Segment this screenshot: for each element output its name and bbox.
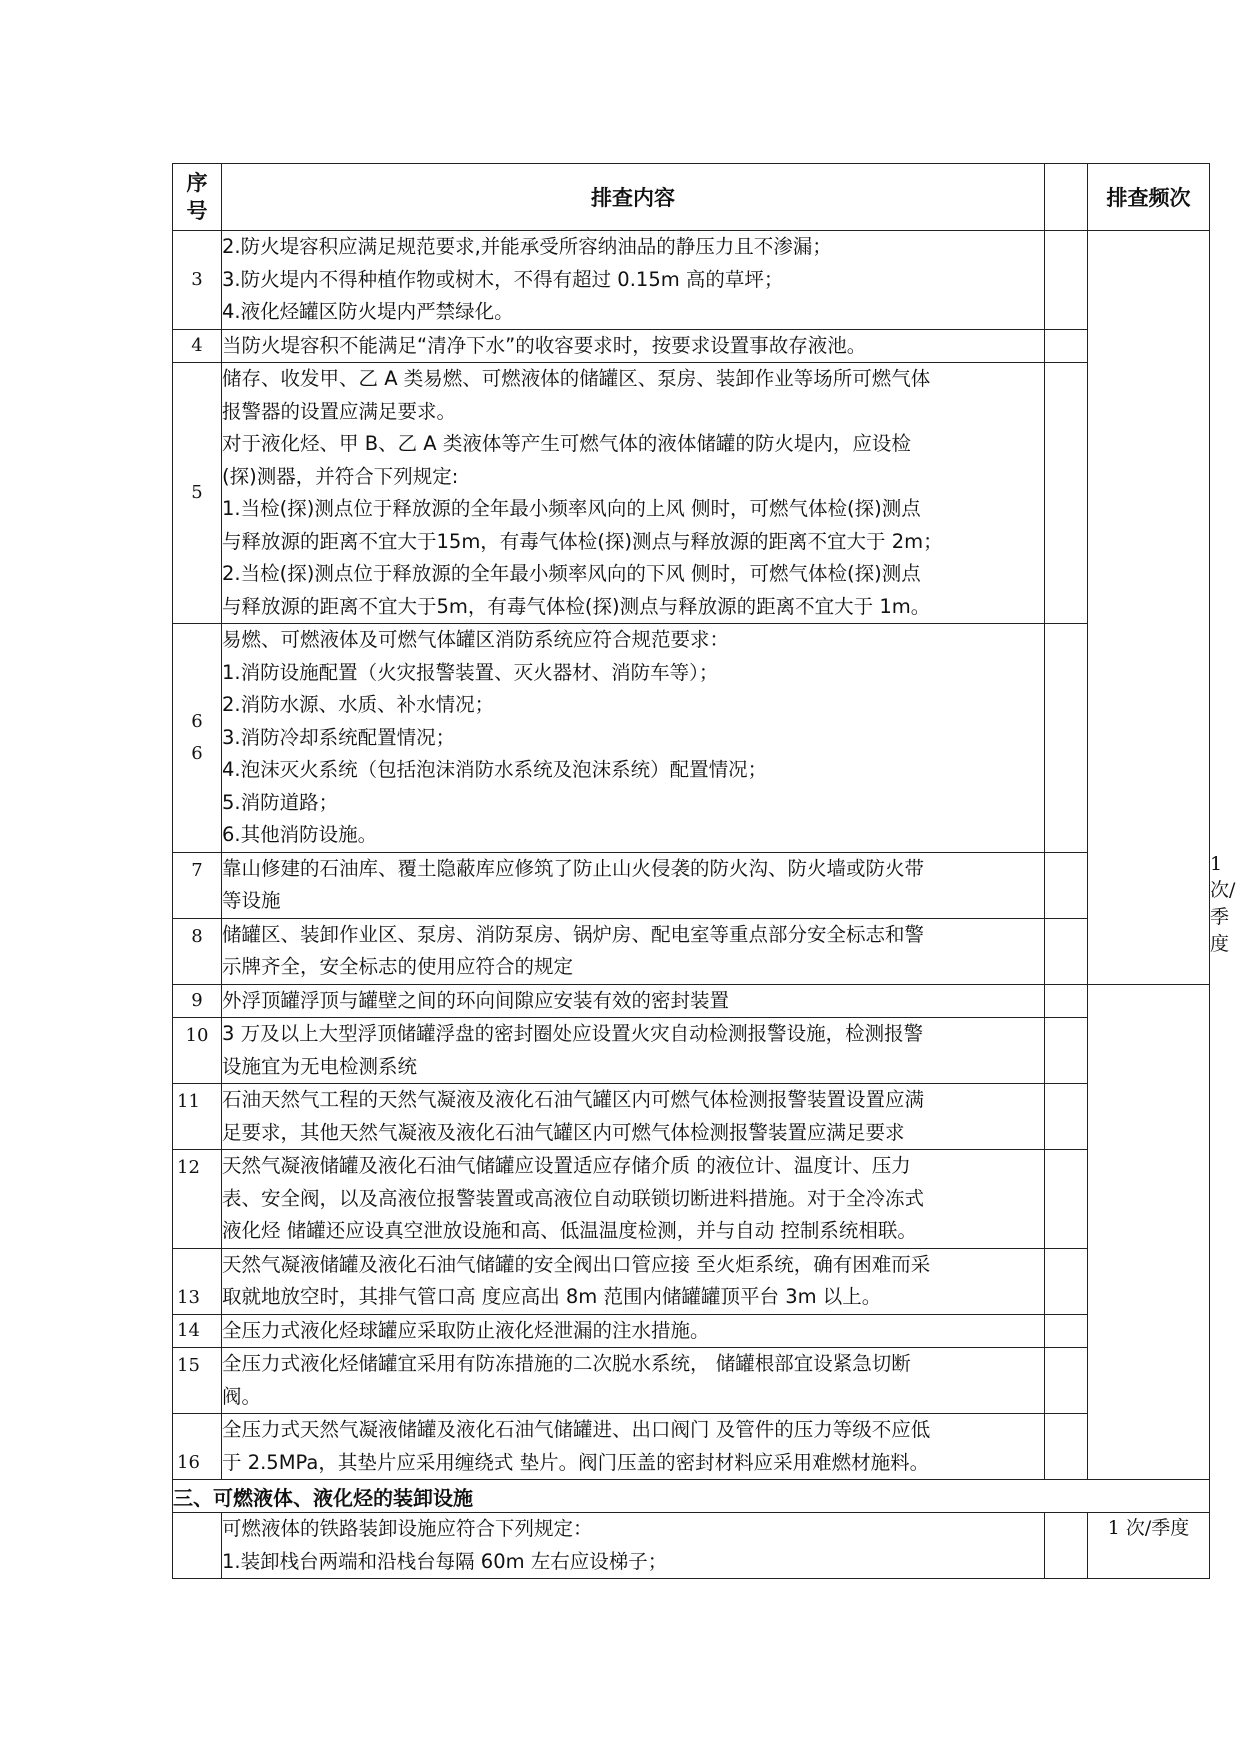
row-number: 16	[173, 1414, 222, 1480]
table-row	[173, 918, 1210, 984]
content-line: 天然气凝液储罐及液化石油气储罐的安全阀出口管应接 至火炬系统，确有困难而采	[222, 1252, 931, 1276]
row-content	[222, 1348, 1045, 1414]
row-content	[222, 1513, 1045, 1579]
row-content	[222, 363, 1045, 624]
content-line: 1.装卸栈台两端和沿栈台每隔 60m 左右应设梯子；	[222, 1549, 668, 1573]
content-line: 可燃液体的铁路装卸设施应符合下列规定：	[222, 1517, 593, 1540]
row-blank	[1045, 852, 1088, 918]
table-row	[173, 1513, 1210, 1579]
row-content	[222, 984, 1045, 1018]
content-line: 当防火堤容积不能满足“清净下水”的收容要求时，按要求设置事故存液池。	[222, 333, 867, 357]
row-content	[222, 1084, 1045, 1150]
content-line: (探)测器，并符合下列规定:	[222, 464, 459, 488]
row-content	[222, 1314, 1045, 1348]
row-blank	[1045, 363, 1088, 624]
content-line: 易燃、可燃液体及可燃气体罐区消防系统应符合规范要求：	[222, 628, 730, 651]
table-row	[173, 1348, 1210, 1414]
header-blank	[1045, 164, 1088, 231]
header-no	[173, 164, 222, 231]
section-row	[173, 1480, 1210, 1513]
row-number: 12	[173, 1150, 222, 1249]
header-frequency: 排查频次	[1088, 164, 1210, 231]
content-line: 3 万及以上大型浮顶储罐浮盘的密封圈处应设置火灾自动检测报警设施，检测报警	[222, 1022, 924, 1045]
row-blank	[1045, 1084, 1088, 1150]
content-line: 2.防火堤容积应满足规范要求,并能承受所容纳油品的静压力且不渗漏；	[222, 235, 832, 258]
table-row	[173, 624, 1210, 853]
row-content	[222, 1150, 1045, 1249]
header-content: 排查内容	[222, 164, 1045, 231]
header-no-line2: 号	[186, 199, 208, 223]
table-row	[173, 329, 1210, 363]
row-number: 13	[173, 1248, 222, 1314]
table-row: 7 靠山修建的石油库、覆土隐蔽库应修筑了防止山火侵袭的防火沟、防火墙或防火带 等设施 1 次/季度	[173, 852, 1210, 918]
row-blank	[1045, 984, 1088, 1018]
content-line: 足要求，其他天然气凝液及液化石油气罐区内可燃气体检测报警装置应满足要求	[222, 1120, 905, 1144]
content-line: 1.消防设施配置（火灾报警装置、灭火器材、消防车等）；	[222, 660, 719, 684]
content-line: 储存、收发甲、乙 A 类易燃、可燃液体的储罐区、泵房、装卸作业等场所可燃气体	[222, 367, 931, 390]
content-line: 6.其他消防设施。	[222, 823, 378, 846]
content-line: 全压力式液化烃球罐应采取防止液化烃泄漏的注水措施。	[222, 1318, 710, 1342]
row-content	[222, 852, 1045, 918]
content-line: 液化烃 储罐还应设真空泄放设施和高、低温温度检测，并与自动 控制系统相联。	[222, 1219, 917, 1242]
row-number: 5	[173, 363, 222, 624]
row-number: 9	[173, 984, 222, 1018]
content-line: 外浮顶罐浮顶与罐壁之间的环向间隙应安装有效的密封装置	[222, 988, 730, 1012]
table-row	[173, 363, 1210, 624]
table-row	[173, 1018, 1210, 1084]
row-number: 8	[173, 918, 222, 984]
row-blank	[1045, 1348, 1088, 1414]
content-line: 1.当检(探)测点位于释放源的全年最小频率风向的上风 侧时，可燃气体检(探)测点	[222, 497, 921, 520]
row-number	[173, 1513, 222, 1579]
row-blank	[1045, 231, 1088, 330]
row-blank	[1045, 1414, 1088, 1480]
row-number: 11	[173, 1084, 222, 1150]
content-line: 阀。	[222, 1384, 262, 1408]
row-content	[222, 1248, 1045, 1314]
row-content	[222, 329, 1045, 363]
row-content	[222, 1414, 1045, 1480]
content-line: 全压力式液化烃储罐宜采用有防冻措施的二次脱水系统， 储罐根部宜设紧急切断	[222, 1352, 911, 1375]
row-blank	[1045, 1513, 1088, 1579]
table-header-row	[173, 164, 1210, 231]
content-line: 3.防火堤内不得种植作物或树木，不得有超过 0.15m 高的草坪；	[222, 267, 784, 291]
content-line: 取就地放空时，其排气管口高 度应高出 8m 范围内储罐罐顶平台 3m 以上。	[222, 1285, 882, 1308]
content-line: 5.消防道路；	[222, 790, 339, 814]
row-content	[222, 624, 1045, 853]
content-line: 3.消防冷却系统配置情况；	[222, 725, 456, 749]
content-line: 4.液化烃罐区防火堤内严禁绿化。	[222, 300, 514, 323]
row-blank	[1045, 1150, 1088, 1249]
content-line: 靠山修建的石油库、覆土隐蔽库应修筑了防止山火侵袭的防火沟、防火墙或防火带	[222, 856, 925, 880]
content-line: 示牌齐全，安全标志的使用应符合的规定	[222, 955, 574, 978]
row-content	[222, 918, 1045, 984]
row-number	[173, 624, 222, 853]
row-number-line: 6	[191, 742, 203, 764]
content-line: 对于液化烃、甲 B、乙 A 类液体等产生可燃气体的液体储罐的防火堤内，应设检	[222, 432, 911, 455]
inspection-table	[172, 163, 1236, 1579]
table-row	[173, 1084, 1210, 1150]
row-blank	[1045, 1314, 1088, 1348]
table-row	[173, 1150, 1210, 1249]
content-line: 设施宜为无电检测系统	[222, 1054, 418, 1078]
content-line: 等设施	[222, 889, 281, 912]
row-blank	[1045, 329, 1088, 363]
content-line: 全压力式天然气凝液储罐及液化石油气储罐进、出口阀门 及管件的压力等级不应低	[222, 1418, 931, 1441]
content-line: 天然气凝液储罐及液化石油气储罐应设置适应存储介质 的液位计、温度计、压力	[222, 1154, 911, 1177]
table-row	[173, 1314, 1210, 1348]
row-frequency-empty	[1088, 231, 1210, 985]
row-number: 15	[173, 1348, 222, 1414]
row-number: 10	[173, 1018, 222, 1084]
table-row	[173, 231, 1210, 330]
section-title: 三、可燃液体、液化烃的装卸设施	[173, 1480, 1210, 1513]
row-number: 4	[173, 329, 222, 363]
content-line: 与释放源的距离不宜大于5m，有毒气体检(探)测点与释放源的距离不宜大于 1m。	[222, 594, 931, 618]
row-frequency: 1 次/季度	[1088, 1513, 1210, 1579]
row-blank	[1045, 624, 1088, 853]
row-blank	[1045, 918, 1088, 984]
content-line: 表、安全阀，以及高液位报警装置或高液位自动联锁切断进料措施。对于全冷冻式	[222, 1186, 925, 1210]
table-row	[173, 1414, 1210, 1480]
content-line: 4.泡沫灭火系统（包括泡沫消防水系统及泡沫系统）配置情况；	[222, 758, 768, 781]
row-number: 14	[173, 1314, 222, 1348]
content-line: 报警器的设置应满足要求。	[222, 399, 457, 423]
row-number: 7	[173, 852, 222, 918]
row-blank	[1045, 1248, 1088, 1314]
content-line: 储罐区、装卸作业区、泵房、消防泵房、锅炉房、配电室等重点部分安全标志和警	[222, 922, 925, 946]
row-content	[222, 1018, 1045, 1084]
content-line: 石油天然气工程的天然气凝液及液化石油气罐区内可燃气体检测报警装置设置应满	[222, 1088, 925, 1111]
content-line: 与释放源的距离不宜大于15m，有毒气体检(探)测点与释放源的距离不宜大于 2m；	[222, 529, 943, 553]
content-line: 2.消防水源、水质、补水情况；	[222, 693, 495, 716]
table-row	[173, 984, 1210, 1018]
content-line: 2.当检(探)测点位于释放源的全年最小频率风向的下风 侧时，可燃气体检(探)测点	[222, 562, 921, 585]
row-blank	[1045, 1018, 1088, 1084]
content-line: 于 2.5MPa，其垫片应采用缠绕式 垫片。阀门压盖的密封材料应采用难燃材施料。	[222, 1450, 930, 1474]
header-no-line1: 序	[186, 171, 208, 195]
table-row	[173, 1248, 1210, 1314]
row-number: 3	[173, 231, 222, 330]
row-number-line: 6	[191, 710, 203, 732]
row-content	[222, 231, 1045, 330]
